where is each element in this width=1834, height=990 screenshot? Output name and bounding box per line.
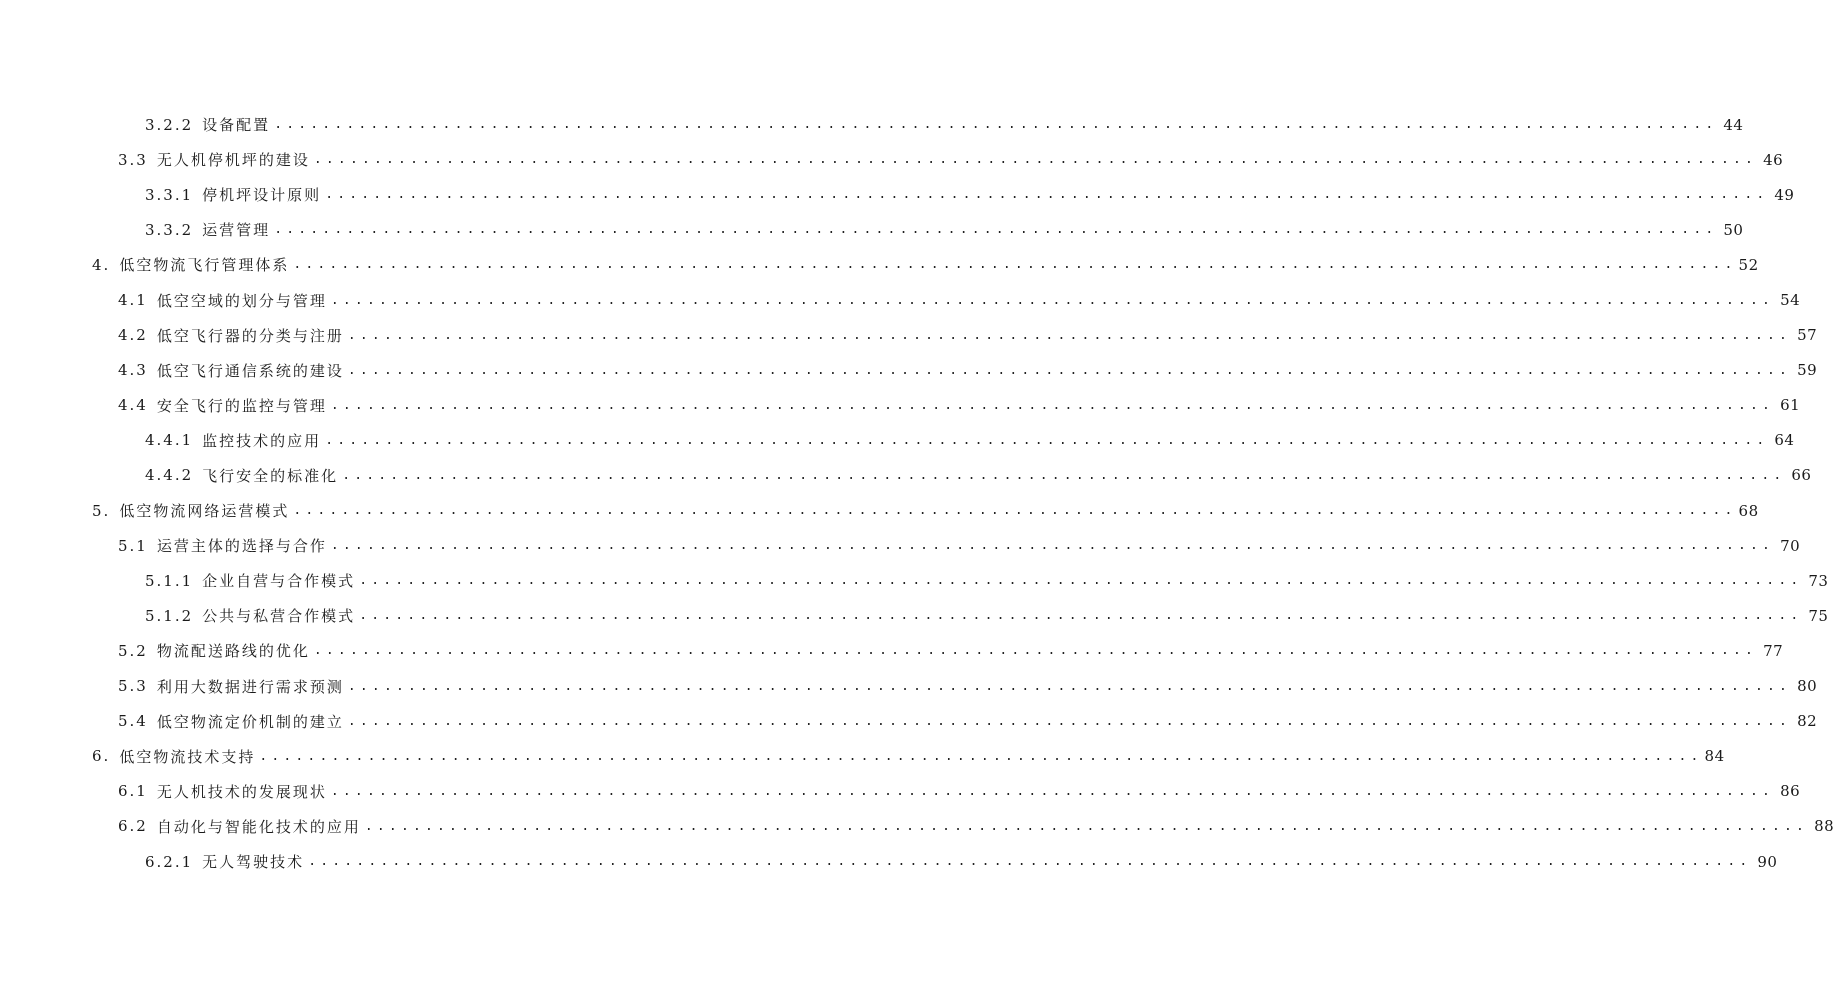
toc-entry-title: 低空飞行通信系统的建设 <box>156 361 344 380</box>
toc-leader-dots: ........................................................................................................................ <box>325 187 1769 203</box>
toc-leader-dots: ........................................................................................................................ <box>259 748 1703 764</box>
toc-entry-number: 4. <box>92 255 111 274</box>
toc-entry-number: 4.4.2 <box>145 466 194 485</box>
toc-entry-page-number: 54 <box>1780 291 1801 310</box>
toc-entry-page-number: 44 <box>1723 115 1744 134</box>
toc-entry-title: 低空物流网络运营模式 <box>119 502 290 521</box>
toc-entry[interactable] <box>0 282 1801 317</box>
toc-entry-page-number: 66 <box>1791 466 1812 485</box>
table-of-contents <box>0 107 1834 879</box>
toc-entry-title: 运营主体的选择与合作 <box>156 537 327 556</box>
toc-entry-title: 低空物流技术支持 <box>119 747 256 766</box>
toc-entry-page-number: 64 <box>1774 431 1795 450</box>
toc-entry-title: 无人机技术的发展现状 <box>156 782 327 801</box>
toc-entry[interactable] <box>0 458 1812 493</box>
toc-leader-dots: ........................................................................................................................ <box>347 362 1792 378</box>
toc-entry[interactable] <box>0 107 1744 142</box>
toc-leader-dots: ........................................................................................................................ <box>293 503 1737 519</box>
toc-entry-page-number: 52 <box>1738 255 1759 274</box>
toc-entry-number: 6.1 <box>118 782 148 801</box>
toc-leader-dots: ........................................................................................................................ <box>330 538 1775 554</box>
toc-entry-number: 4.1 <box>118 291 148 310</box>
toc-entry-title: 公共与私营合作模式 <box>202 607 356 626</box>
toc-entry-number: 3.2.2 <box>145 115 194 134</box>
toc-entry-title: 飞行安全的标准化 <box>202 466 339 485</box>
toc-entry-number: 5. <box>92 501 111 520</box>
toc-leader-dots: ........................................................................................................................ <box>308 854 1752 870</box>
toc-entry-number: 6.2 <box>118 817 148 836</box>
toc-entry-page-number: 46 <box>1763 150 1784 169</box>
toc-entry-number: 3.3 <box>118 150 148 169</box>
toc-entry-number: 5.3 <box>118 677 148 696</box>
toc-entry[interactable] <box>0 212 1744 247</box>
toc-entry-number: 5.2 <box>118 641 148 660</box>
toc-leader-dots: ........................................................................................................................ <box>293 257 1737 273</box>
toc-entry-title: 设备配置 <box>202 116 271 135</box>
toc-entry-page-number: 49 <box>1774 185 1795 204</box>
toc-entry[interactable] <box>0 704 1818 739</box>
toc-leader-dots: ........................................................................................................................ <box>330 783 1775 799</box>
toc-entry-page-number: 75 <box>1808 606 1829 625</box>
toc-entry-page-number: 68 <box>1738 501 1759 520</box>
toc-entry-title: 低空物流飞行管理体系 <box>119 256 290 275</box>
toc-entry-page-number: 59 <box>1797 361 1818 380</box>
toc-entry[interactable] <box>0 809 1834 844</box>
toc-entry-title: 运营管理 <box>202 221 271 240</box>
toc-leader-dots: ........................................................................................................................ <box>342 467 1786 483</box>
toc-entry-number: 5.1.1 <box>145 571 194 590</box>
toc-entry[interactable] <box>0 844 1778 879</box>
toc-entry-page-number: 88 <box>1814 817 1834 836</box>
toc-entry-page-number: 77 <box>1763 641 1784 660</box>
toc-entry-number: 4.4.1 <box>145 431 194 450</box>
toc-entry[interactable] <box>0 633 1784 668</box>
toc-leader-dots: ........................................................................................................................ <box>274 222 1718 238</box>
toc-leader-dots: ........................................................................................................................ <box>364 818 1809 834</box>
toc-entry[interactable] <box>0 739 1725 774</box>
toc-entry-title: 低空物流定价机制的建立 <box>156 712 344 731</box>
toc-entry[interactable] <box>0 423 1795 458</box>
toc-entry[interactable] <box>0 774 1801 809</box>
toc-entry-title: 低空空域的划分与管理 <box>156 291 327 310</box>
toc-entry-page-number: 82 <box>1797 712 1818 731</box>
toc-entry-number: 3.3.1 <box>145 185 194 204</box>
toc-entry-number: 4.2 <box>118 326 148 345</box>
toc-leader-dots: ........................................................................................................................ <box>313 152 1758 168</box>
toc-entry-title: 利用大数据进行需求预测 <box>156 677 344 696</box>
toc-entry-page-number: 90 <box>1757 852 1778 871</box>
toc-entry-page-number: 84 <box>1704 747 1725 766</box>
toc-entry[interactable] <box>0 493 1759 528</box>
toc-leader-dots: ........................................................................................................................ <box>330 397 1775 413</box>
toc-leader-dots: ........................................................................................................................ <box>347 713 1792 729</box>
toc-leader-dots: ........................................................................................................................ <box>347 327 1792 343</box>
toc-entry-title: 自动化与智能化技术的应用 <box>156 817 361 836</box>
toc-entry-number: 6.2.1 <box>145 852 194 871</box>
toc-entry[interactable] <box>0 598 1829 633</box>
toc-leader-dots: ........................................................................................................................ <box>313 643 1758 659</box>
toc-leader-dots: ........................................................................................................................ <box>359 608 1803 624</box>
toc-entry-title: 安全飞行的监控与管理 <box>156 396 327 415</box>
toc-leader-dots: ........................................................................................................................ <box>347 678 1792 694</box>
toc-entry-number: 5.1.2 <box>145 606 194 625</box>
toc-entry-number: 4.4 <box>118 396 148 415</box>
toc-entry[interactable] <box>0 669 1818 704</box>
toc-entry[interactable] <box>0 563 1829 598</box>
toc-entry-page-number: 80 <box>1797 677 1818 696</box>
toc-entry-title: 企业自营与合作模式 <box>202 572 356 591</box>
toc-entry-title: 无人机停机坪的建设 <box>156 151 310 170</box>
toc-leader-dots: ........................................................................................................................ <box>330 292 1775 308</box>
toc-entry-number: 4.3 <box>118 361 148 380</box>
toc-entry-number: 3.3.2 <box>145 220 194 239</box>
toc-entry[interactable] <box>0 388 1801 423</box>
toc-leader-dots: ........................................................................................................................ <box>359 573 1803 589</box>
toc-entry[interactable] <box>0 142 1784 177</box>
toc-entry-title: 监控技术的应用 <box>202 431 322 450</box>
toc-entry-page-number: 50 <box>1723 220 1744 239</box>
toc-entry-number: 6. <box>92 747 111 766</box>
toc-entry-page-number: 61 <box>1780 396 1801 415</box>
toc-entry-page-number: 57 <box>1797 326 1818 345</box>
toc-entry-title: 无人驾驶技术 <box>202 853 305 872</box>
toc-entry-title: 低空飞行器的分类与注册 <box>156 326 344 345</box>
toc-entry[interactable] <box>0 247 1759 282</box>
toc-entry[interactable] <box>0 318 1818 353</box>
toc-entry[interactable] <box>0 528 1801 563</box>
toc-entry[interactable] <box>0 177 1795 212</box>
toc-entry-number: 5.4 <box>118 712 148 731</box>
toc-entry-title: 物流配送路线的优化 <box>156 642 310 661</box>
toc-entry-number: 5.1 <box>118 536 148 555</box>
toc-entry-page-number: 70 <box>1780 536 1801 555</box>
toc-entry-title: 停机坪设计原则 <box>202 186 322 205</box>
toc-leader-dots: ........................................................................................................................ <box>274 117 1718 133</box>
toc-entry-page-number: 73 <box>1808 571 1829 590</box>
toc-leader-dots: ........................................................................................................................ <box>325 432 1769 448</box>
toc-entry[interactable] <box>0 353 1818 388</box>
toc-entry-page-number: 86 <box>1780 782 1801 801</box>
